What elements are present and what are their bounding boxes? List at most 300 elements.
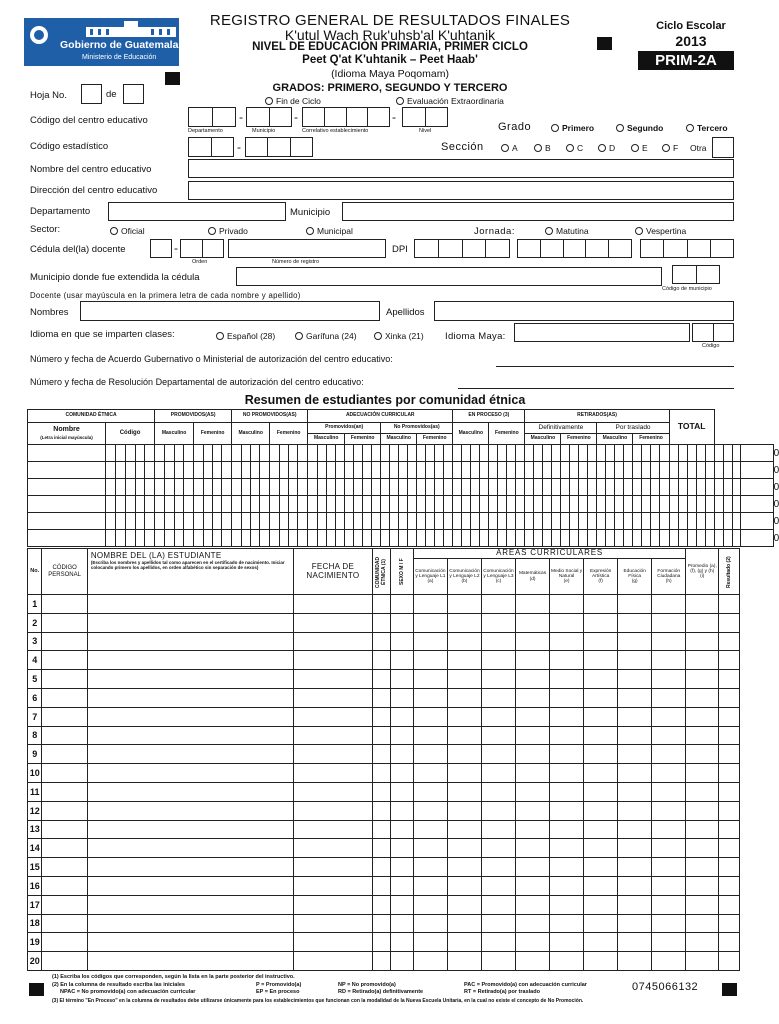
table-cell[interactable] — [686, 632, 719, 651]
radio-idioma-xinka[interactable]: Xinka (21) — [374, 331, 424, 341]
resumen-cell[interactable] — [507, 513, 516, 530]
table-cell[interactable] — [686, 670, 719, 689]
table-cell[interactable] — [42, 839, 87, 858]
table-cell[interactable] — [516, 820, 550, 839]
resumen-cell[interactable] — [28, 496, 106, 513]
resumen-cell[interactable] — [498, 513, 507, 530]
resumen-cell[interactable] — [615, 479, 624, 496]
nombres-input[interactable] — [80, 301, 380, 321]
resumen-cell[interactable] — [363, 530, 372, 547]
table-cell[interactable] — [42, 595, 87, 614]
muni-cedula-codigo-input[interactable] — [672, 265, 720, 284]
resumen-cell[interactable] — [516, 496, 525, 513]
resumen-cell[interactable] — [417, 445, 426, 462]
table-cell[interactable] — [447, 764, 481, 783]
resumen-cell[interactable] — [260, 496, 270, 513]
table-cell[interactable] — [294, 688, 372, 707]
table-cell[interactable] — [391, 952, 414, 971]
resumen-cell[interactable] — [270, 479, 280, 496]
table-cell[interactable] — [686, 820, 719, 839]
resumen-cell[interactable] — [165, 496, 175, 513]
resumen-cell[interactable] — [543, 513, 552, 530]
table-cell[interactable] — [584, 820, 618, 839]
table-cell[interactable] — [481, 726, 515, 745]
table-cell[interactable] — [413, 613, 447, 632]
table-cell[interactable] — [391, 745, 414, 764]
resumen-cell[interactable] — [435, 530, 444, 547]
resumen-cell[interactable] — [579, 496, 588, 513]
resumen-cell[interactable] — [534, 445, 543, 462]
table-cell[interactable] — [294, 764, 372, 783]
table-cell[interactable] — [87, 688, 293, 707]
resumen-cell[interactable] — [588, 513, 597, 530]
resumen-cell[interactable] — [184, 445, 194, 462]
resumen-cell[interactable] — [336, 513, 345, 530]
resumen-cell[interactable] — [345, 479, 354, 496]
table-cell[interactable] — [686, 613, 719, 632]
resumen-cell[interactable] — [270, 496, 280, 513]
table-cell[interactable] — [413, 782, 447, 801]
resumen-cell[interactable] — [588, 496, 597, 513]
table-cell[interactable] — [372, 820, 391, 839]
resumen-cell[interactable] — [126, 445, 136, 462]
table-cell[interactable] — [481, 707, 515, 726]
table-cell[interactable] — [550, 876, 584, 895]
table-cell[interactable] — [87, 858, 293, 877]
table-cell[interactable] — [516, 764, 550, 783]
resumen-cell[interactable] — [251, 462, 260, 479]
table-cell[interactable] — [618, 839, 652, 858]
resumen-cell[interactable] — [651, 496, 660, 513]
resumen-cell[interactable] — [145, 496, 155, 513]
table-cell[interactable] — [391, 651, 414, 670]
table-cell[interactable] — [294, 820, 372, 839]
resumen-cell[interactable] — [280, 496, 289, 513]
table-cell[interactable] — [719, 839, 740, 858]
table-cell[interactable] — [719, 651, 740, 670]
table-cell[interactable] — [550, 952, 584, 971]
resumen-cell[interactable] — [453, 513, 462, 530]
resumen-cell[interactable] — [308, 496, 318, 513]
table-cell[interactable] — [42, 707, 87, 726]
resumen-cell[interactable] — [372, 496, 381, 513]
table-cell[interactable] — [294, 895, 372, 914]
table-cell[interactable] — [42, 952, 87, 971]
resumen-cell[interactable] — [213, 496, 222, 513]
table-cell[interactable] — [42, 613, 87, 632]
table-cell[interactable] — [686, 839, 719, 858]
resumen-cell[interactable] — [615, 496, 624, 513]
resumen-cell[interactable] — [204, 462, 213, 479]
resumen-cell[interactable] — [462, 513, 471, 530]
resumen-cell[interactable] — [606, 513, 615, 530]
resumen-cell[interactable] — [696, 479, 705, 496]
resumen-cell[interactable] — [462, 462, 471, 479]
resumen-cell[interactable] — [606, 496, 615, 513]
table-cell[interactable] — [413, 933, 447, 952]
table-cell[interactable] — [584, 914, 618, 933]
resumen-cell[interactable] — [194, 530, 204, 547]
table-cell[interactable] — [618, 707, 652, 726]
resumen-cell[interactable] — [260, 530, 270, 547]
resumen-cell[interactable] — [408, 462, 417, 479]
table-cell[interactable] — [652, 858, 686, 877]
table-cell[interactable] — [719, 952, 740, 971]
resumen-cell[interactable] — [336, 445, 345, 462]
resumen-cell[interactable] — [155, 462, 165, 479]
table-cell[interactable] — [372, 895, 391, 914]
resumen-cell[interactable] — [615, 513, 624, 530]
resumen-cell[interactable] — [213, 445, 222, 462]
table-cell[interactable] — [516, 688, 550, 707]
resumen-cell[interactable] — [678, 462, 687, 479]
resumen-cell[interactable] — [687, 496, 696, 513]
radio-jornada-vespertina[interactable]: Vespertina — [635, 226, 686, 236]
resumen-cell[interactable] — [399, 513, 408, 530]
table-cell[interactable] — [686, 876, 719, 895]
table-cell[interactable] — [372, 651, 391, 670]
resumen-cell[interactable] — [588, 445, 597, 462]
resumen-cell[interactable] — [687, 530, 696, 547]
resumen-cell[interactable] — [232, 462, 242, 479]
resumen-cell[interactable] — [289, 479, 298, 496]
resumen-cell[interactable] — [184, 479, 194, 496]
resumen-cell[interactable] — [678, 479, 687, 496]
resumen-cell[interactable] — [687, 445, 696, 462]
resumen-cell[interactable] — [633, 479, 642, 496]
resumen-cell[interactable] — [363, 462, 372, 479]
resumen-cell[interactable] — [390, 479, 399, 496]
resumen-cell[interactable] — [489, 462, 498, 479]
resumen-cell[interactable] — [381, 462, 390, 479]
resumen-cell[interactable] — [289, 445, 298, 462]
resumen-cell[interactable] — [318, 445, 327, 462]
resumen-cell[interactable] — [561, 513, 570, 530]
seccion-otra-input[interactable] — [712, 137, 734, 158]
codigo-nivel-input[interactable] — [402, 107, 448, 127]
radio-grado-primero[interactable]: Primero — [551, 123, 594, 133]
resumen-cell[interactable] — [516, 462, 525, 479]
resumen-cell[interactable] — [534, 479, 543, 496]
resumen-cell[interactable] — [597, 479, 606, 496]
table-cell[interactable] — [584, 726, 618, 745]
table-cell[interactable] — [87, 595, 293, 614]
resumen-cell[interactable] — [669, 462, 678, 479]
resumen-cell[interactable] — [232, 513, 242, 530]
resumen-cell[interactable] — [308, 445, 318, 462]
resumen-cell[interactable] — [444, 496, 453, 513]
table-cell[interactable] — [391, 632, 414, 651]
nombre-centro-input[interactable] — [188, 159, 734, 178]
resumen-cell[interactable] — [651, 462, 660, 479]
table-cell[interactable] — [481, 820, 515, 839]
table-cell[interactable] — [481, 745, 515, 764]
resumen-cell[interactable] — [426, 530, 435, 547]
table-cell[interactable] — [584, 595, 618, 614]
resumen-cell[interactable] — [222, 530, 232, 547]
resumen-cell[interactable] — [615, 530, 624, 547]
resumen-cell[interactable] — [194, 479, 204, 496]
resumen-cell[interactable] — [570, 445, 579, 462]
resumen-cell[interactable] — [327, 445, 336, 462]
table-cell[interactable] — [652, 933, 686, 952]
resumen-cell[interactable] — [543, 445, 552, 462]
resumen-cell[interactable] — [372, 462, 381, 479]
resumen-cell[interactable] — [106, 513, 116, 530]
table-cell[interactable] — [447, 858, 481, 877]
resumen-cell[interactable] — [669, 479, 678, 496]
resumen-cell[interactable] — [552, 462, 561, 479]
table-cell[interactable] — [550, 707, 584, 726]
resumen-cell[interactable] — [28, 479, 106, 496]
table-cell[interactable] — [42, 914, 87, 933]
table-cell[interactable] — [652, 820, 686, 839]
resumen-cell[interactable] — [714, 462, 723, 479]
resumen-cell[interactable] — [298, 496, 308, 513]
table-cell[interactable] — [447, 801, 481, 820]
resumen-cell[interactable] — [489, 479, 498, 496]
resumen-cell[interactable] — [426, 445, 435, 462]
table-cell[interactable] — [652, 895, 686, 914]
resumen-cell[interactable] — [723, 513, 732, 530]
resumen-cell[interactable] — [660, 513, 669, 530]
hoja-input[interactable] — [81, 84, 102, 104]
resumen-cell[interactable] — [126, 479, 136, 496]
resumen-cell[interactable] — [561, 496, 570, 513]
resumen-cell[interactable] — [453, 530, 462, 547]
resumen-cell[interactable] — [480, 462, 489, 479]
estadistico-input-2[interactable] — [245, 137, 313, 157]
resumen-cell[interactable] — [723, 462, 732, 479]
resumen-cell[interactable] — [165, 462, 175, 479]
table-cell[interactable] — [584, 876, 618, 895]
radio-sector-municipal[interactable]: Municipal — [306, 226, 353, 236]
table-cell[interactable] — [87, 952, 293, 971]
resumen-cell[interactable] — [417, 462, 426, 479]
resumen-cell[interactable] — [633, 462, 642, 479]
table-cell[interactable] — [391, 688, 414, 707]
codigo-muni-input[interactable] — [246, 107, 292, 127]
table-cell[interactable] — [294, 801, 372, 820]
resumen-cell[interactable] — [270, 462, 280, 479]
table-cell[interactable] — [447, 933, 481, 952]
resumen-cell[interactable] — [669, 445, 678, 462]
resumen-cell[interactable] — [336, 479, 345, 496]
resumen-cell[interactable] — [204, 513, 213, 530]
resumen-cell[interactable] — [525, 530, 534, 547]
resumen-total-cell[interactable] — [740, 462, 773, 479]
radio-seccion-e[interactable]: E — [631, 143, 648, 153]
resumen-cell[interactable] — [462, 479, 471, 496]
apellidos-input[interactable] — [434, 301, 734, 321]
table-cell[interactable] — [391, 895, 414, 914]
resumen-cell[interactable] — [175, 479, 184, 496]
resumen-cell[interactable] — [390, 513, 399, 530]
table-cell[interactable] — [87, 745, 293, 764]
resumen-cell[interactable] — [381, 513, 390, 530]
table-cell[interactable] — [719, 895, 740, 914]
resumen-cell[interactable] — [426, 479, 435, 496]
table-cell[interactable] — [391, 858, 414, 877]
resumen-cell[interactable] — [534, 513, 543, 530]
resumen-cell[interactable] — [336, 530, 345, 547]
resumen-cell[interactable] — [399, 445, 408, 462]
resumen-cell[interactable] — [579, 513, 588, 530]
table-cell[interactable] — [447, 670, 481, 689]
table-cell[interactable] — [686, 651, 719, 670]
table-cell[interactable] — [42, 820, 87, 839]
table-cell[interactable] — [719, 764, 740, 783]
table-cell[interactable] — [447, 726, 481, 745]
table-cell[interactable] — [550, 670, 584, 689]
resumen-cell[interactable] — [687, 462, 696, 479]
radio-seccion-d[interactable]: D — [598, 143, 615, 153]
table-cell[interactable] — [652, 876, 686, 895]
table-cell[interactable] — [447, 820, 481, 839]
departamento-input[interactable] — [108, 202, 286, 221]
table-cell[interactable] — [372, 726, 391, 745]
resumen-cell[interactable] — [28, 530, 106, 547]
table-cell[interactable] — [42, 895, 87, 914]
table-cell[interactable] — [447, 632, 481, 651]
resumen-cell[interactable] — [363, 513, 372, 530]
table-cell[interactable] — [413, 952, 447, 971]
table-cell[interactable] — [516, 952, 550, 971]
resumen-cell[interactable] — [126, 530, 136, 547]
resumen-cell[interactable] — [633, 445, 642, 462]
resumen-cell[interactable] — [453, 479, 462, 496]
table-cell[interactable] — [391, 914, 414, 933]
resumen-cell[interactable] — [588, 462, 597, 479]
resumen-cell[interactable] — [260, 513, 270, 530]
resumen-cell[interactable] — [155, 479, 165, 496]
table-cell[interactable] — [550, 895, 584, 914]
resumen-cell[interactable] — [660, 445, 669, 462]
estadistico-input-1[interactable] — [188, 137, 234, 157]
resumen-cell[interactable] — [534, 496, 543, 513]
table-cell[interactable] — [447, 595, 481, 614]
table-cell[interactable] — [481, 952, 515, 971]
resumen-cell[interactable] — [116, 445, 126, 462]
resumen-cell[interactable] — [597, 513, 606, 530]
table-cell[interactable] — [42, 688, 87, 707]
table-cell[interactable] — [618, 876, 652, 895]
resumen-cell[interactable] — [498, 479, 507, 496]
resumen-cell[interactable] — [642, 479, 651, 496]
table-cell[interactable] — [584, 933, 618, 952]
table-cell[interactable] — [87, 764, 293, 783]
table-cell[interactable] — [719, 782, 740, 801]
table-cell[interactable] — [391, 613, 414, 632]
resumen-cell[interactable] — [232, 479, 242, 496]
table-cell[interactable] — [516, 933, 550, 952]
resumen-cell[interactable] — [732, 530, 740, 547]
radio-grado-tercero[interactable]: Tercero — [686, 123, 728, 133]
resumen-cell[interactable] — [696, 462, 705, 479]
table-cell[interactable] — [87, 933, 293, 952]
resumen-cell[interactable] — [687, 513, 696, 530]
resumen-cell[interactable] — [372, 479, 381, 496]
resumen-cell[interactable] — [363, 496, 372, 513]
table-cell[interactable] — [618, 651, 652, 670]
resumen-cell[interactable] — [136, 530, 145, 547]
table-cell[interactable] — [516, 801, 550, 820]
table-cell[interactable] — [618, 764, 652, 783]
resumen-cell[interactable] — [308, 513, 318, 530]
resumen-cell[interactable] — [106, 479, 116, 496]
table-cell[interactable] — [652, 839, 686, 858]
radio-grado-segundo[interactable]: Segundo — [616, 123, 663, 133]
resumen-cell[interactable] — [579, 530, 588, 547]
resumen-cell[interactable] — [242, 513, 251, 530]
radio-seccion-f[interactable]: F — [662, 143, 678, 153]
radio-fin-ciclo[interactable]: Fin de Ciclo — [265, 96, 321, 106]
resumen-cell[interactable] — [624, 496, 633, 513]
resumen-cell[interactable] — [28, 445, 106, 462]
table-cell[interactable] — [686, 764, 719, 783]
resumen-cell[interactable] — [354, 445, 363, 462]
table-cell[interactable] — [550, 839, 584, 858]
resumen-cell[interactable] — [669, 496, 678, 513]
resumen-cell[interactable] — [363, 479, 372, 496]
table-cell[interactable] — [294, 707, 372, 726]
table-cell[interactable] — [652, 707, 686, 726]
table-cell[interactable] — [481, 651, 515, 670]
table-cell[interactable] — [719, 595, 740, 614]
resumen-cell[interactable] — [651, 530, 660, 547]
radio-sector-privado[interactable]: Privado — [208, 226, 248, 236]
resumen-cell[interactable] — [525, 513, 534, 530]
resumen-cell[interactable] — [345, 513, 354, 530]
resumen-cell[interactable] — [606, 530, 615, 547]
table-cell[interactable] — [413, 670, 447, 689]
resumen-cell[interactable] — [222, 445, 232, 462]
table-cell[interactable] — [413, 688, 447, 707]
table-cell[interactable] — [372, 707, 391, 726]
resumen-cell[interactable] — [606, 462, 615, 479]
resumen-cell[interactable] — [260, 445, 270, 462]
resumen-cell[interactable] — [696, 530, 705, 547]
resumen-cell[interactable] — [390, 530, 399, 547]
acuerdo-gub-line[interactable] — [496, 366, 734, 367]
dpi-input-2[interactable] — [517, 239, 632, 258]
resumen-cell[interactable] — [354, 462, 363, 479]
resumen-cell[interactable] — [678, 530, 687, 547]
table-cell[interactable] — [618, 670, 652, 689]
resumen-cell[interactable] — [498, 462, 507, 479]
table-cell[interactable] — [372, 914, 391, 933]
resumen-cell[interactable] — [260, 479, 270, 496]
resumen-cell[interactable] — [552, 445, 561, 462]
table-cell[interactable] — [481, 858, 515, 877]
resumen-cell[interactable] — [204, 496, 213, 513]
resumen-cell[interactable] — [308, 462, 318, 479]
table-cell[interactable] — [87, 820, 293, 839]
resumen-cell[interactable] — [213, 513, 222, 530]
resumen-cell[interactable] — [408, 496, 417, 513]
table-cell[interactable] — [719, 858, 740, 877]
acuerdo-dep-line[interactable] — [458, 388, 734, 389]
resumen-cell[interactable] — [732, 479, 740, 496]
table-cell[interactable] — [481, 914, 515, 933]
resumen-cell[interactable] — [417, 479, 426, 496]
table-cell[interactable] — [516, 839, 550, 858]
table-cell[interactable] — [550, 801, 584, 820]
table-cell[interactable] — [550, 764, 584, 783]
table-cell[interactable] — [372, 688, 391, 707]
table-cell[interactable] — [481, 595, 515, 614]
table-cell[interactable] — [652, 914, 686, 933]
